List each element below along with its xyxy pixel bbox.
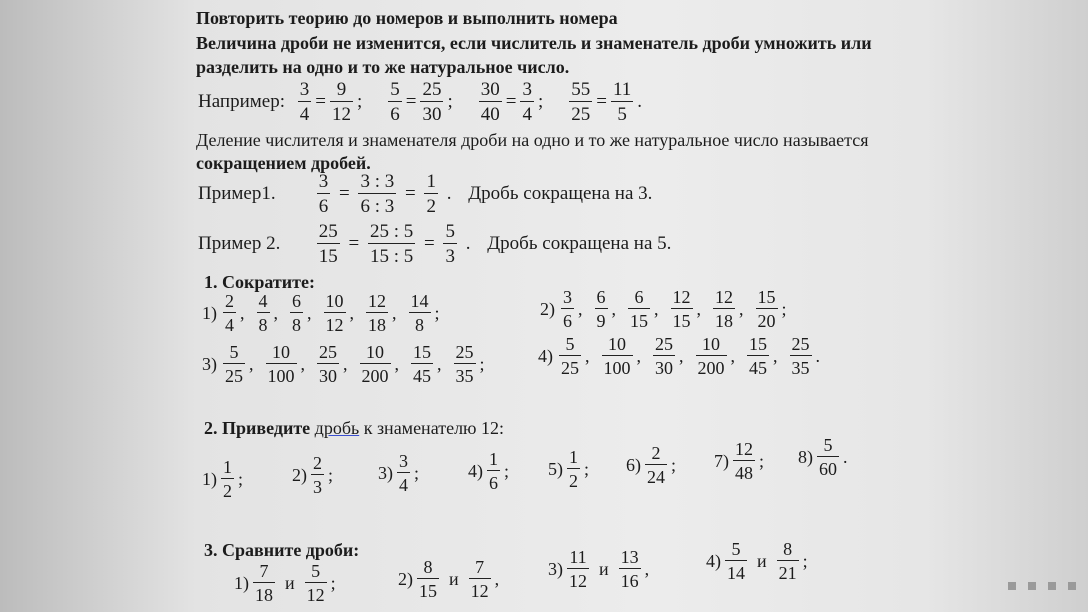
- fraction: $\frac{12}{18}$: [368, 291, 386, 335]
- fraction: $\frac{8}{15}$: [419, 557, 437, 601]
- task-3-item: 3) $\frac{11}{12}$ и $\frac{13}{16}$ ,: [548, 547, 650, 591]
- fraction: $\frac{7}{18}$: [255, 561, 273, 605]
- fraction: $\frac{5}{12}$: [306, 561, 325, 605]
- task-2-item: 5) $\frac{1}{2}$ ;: [548, 447, 590, 491]
- task-2-item: 6) $\frac{2}{24}$ ;: [626, 443, 677, 487]
- fraction: $\frac{25}{30}$: [655, 334, 673, 378]
- fraction: $\frac{10}{100}$: [267, 342, 295, 386]
- example-2-text: Дробь сокращена на 5.: [487, 233, 672, 254]
- fraction: $\frac{10}{100}$: [603, 334, 631, 378]
- fraction: $\frac{55}{25}$: [571, 79, 591, 125]
- fraction: $\frac{1}{2}$: [569, 447, 578, 491]
- task-2-item: 7) $\frac{12}{48}$ ;: [714, 439, 765, 483]
- fraction: $\frac{5}{25}$: [561, 334, 579, 378]
- fraction: $\frac{10}{200}$: [697, 334, 725, 378]
- task-2-heading: 2. Приведите дробь к знаменателю 12:: [204, 418, 505, 438]
- rule-line-1: Величина дроби не изменится, если числитель и знаменатель дроби умножить или: [196, 33, 872, 53]
- fraction: $\frac{25}{15}$: [318, 221, 338, 267]
- fraction: $\frac{5}{60}$: [819, 435, 837, 479]
- fraction: $\frac{25}{30}$: [319, 342, 337, 386]
- fraction: $\frac{3}{4}$: [399, 451, 408, 495]
- fraction: $\frac{6}{8}$: [292, 291, 301, 335]
- fraction: $\frac{12}{48}$: [735, 439, 753, 483]
- fraction: $\frac{10}{12}$: [325, 291, 344, 335]
- fraction: $\frac{11}{5}$: [612, 79, 632, 125]
- fraction: $\frac{2}{3}$: [313, 453, 322, 497]
- fraction: $\frac{3}{4}$: [299, 79, 310, 125]
- fraction: $\frac{30}{40}$: [480, 79, 500, 125]
- fraction: $\frac{1}{2}$: [426, 171, 436, 217]
- example-2-label: Пример 2.: [198, 233, 281, 254]
- example-1-text: Дробь сокращена на 3.: [468, 183, 653, 204]
- fraction: $\frac{5}{14}$: [727, 539, 745, 583]
- underlined-word: дробь: [314, 418, 360, 438]
- tray-icon: [1068, 582, 1076, 590]
- fraction: $\frac{14}{8}$: [410, 291, 429, 335]
- fraction: $\frac{3}{4}$: [522, 79, 532, 125]
- tray-icon: [1028, 582, 1036, 590]
- fraction: $\frac{6}{9}$: [596, 287, 606, 331]
- tray-icon: [1008, 582, 1016, 590]
- fraction: $\frac{9}{12}$: [331, 79, 351, 125]
- fraction: $\frac{25}{35}$: [791, 334, 810, 378]
- examples-row: [196, 80, 644, 124]
- task-3-item: 1) $\frac{7}{18}$ и $\frac{5}{12}$ ;: [234, 561, 336, 605]
- example-label: Например:: [198, 91, 285, 112]
- fraction: $\frac{3 : 3}{6 : 3}$: [360, 171, 395, 217]
- fraction: $\frac{15}{45}$: [749, 334, 767, 378]
- taskbar-tray: [998, 572, 1088, 612]
- fraction: $\frac{4}{8}$: [258, 291, 268, 335]
- definition-line-1: Деление числителя и знаменателя дроби на одно и то же натуральное число называется: [196, 130, 869, 150]
- task-1-heading: 1. Сократите:: [204, 272, 315, 292]
- task-2-item: 3) $\frac{3}{4}$ ;: [378, 451, 420, 495]
- task-1-row-1: 1) $\frac{2}{4}$ , $\frac{4}{8}$ , $\frac{6}{8}$ , $\frac{10}{12}$ , $\frac{12}{18}$ , $\frac{14}{8}$ ;: [202, 291, 440, 335]
- task-3-item: 4) $\frac{5}{14}$ и $\frac{8}{21}$ ;: [706, 539, 808, 583]
- rule-line-2: разделить на одно и то же натуральное число.: [196, 57, 570, 77]
- fraction: $\frac{8}{21}$: [778, 539, 797, 583]
- example-1: Пример1. $\frac{3}{6}$ = $\frac{3 : 3}{6 : 3}$ = $\frac{1}{2}$ . Дробь сокращена на 3.: [198, 171, 653, 217]
- fraction: $\frac{2}{4}$: [225, 291, 234, 335]
- fraction: $\frac{13}{16}$: [620, 547, 639, 591]
- example-equation: $\frac{30}{40}$ = $\frac{3}{4}$ ;: [480, 79, 544, 125]
- fraction: $\frac{7}{12}$: [470, 557, 489, 601]
- fraction: $\frac{25 : 5}{15 : 5}$: [369, 221, 414, 267]
- fraction: $\frac{5}{3}$: [445, 221, 455, 267]
- task-3-heading: 3. Сравните дроби:: [204, 540, 360, 560]
- fraction: $\frac{15}{45}$: [413, 342, 431, 386]
- fraction: $\frac{25}{35}$: [455, 342, 474, 386]
- example-equation: $\frac{55}{25}$ = $\frac{11}{5}$ .: [571, 79, 642, 125]
- task-2-item: 1) $\frac{1}{2}$ ;: [202, 457, 244, 501]
- example-1-label: Пример1.: [198, 183, 276, 204]
- example-equation: $\frac{3}{4}$ = $\frac{9}{12}$ ;: [299, 79, 363, 125]
- fraction: $\frac{2}{24}$: [647, 443, 665, 487]
- definition-line-2: сокращением дробей.: [196, 153, 371, 173]
- fraction: $\frac{3}{6}$: [563, 287, 572, 331]
- task-2-item: 2) $\frac{2}{3}$ ;: [292, 453, 334, 497]
- fraction: $\frac{11}{12}$: [569, 547, 587, 591]
- fraction: $\frac{3}{6}$: [318, 171, 329, 217]
- task-3-item: 2) $\frac{8}{15}$ и $\frac{7}{12}$ ,: [398, 557, 500, 601]
- fraction: $\frac{12}{15}$: [672, 287, 691, 331]
- task-1-row-3: 3) $\frac{5}{25}$ , $\frac{10}{100}$ , $\frac{25}{30}$ , $\frac{10}{200}$ , $\frac{15}{45}$ , $\frac{25}{35}$ ;: [202, 342, 485, 386]
- fraction: $\frac{15}{20}$: [757, 287, 776, 331]
- example-2: Пример 2. $\frac{25}{15}$ = $\frac{25 : 5}{15 : 5}$ = $\frac{5}{3}$ . Дробь сокращена на 5.: [198, 221, 672, 267]
- fraction: $\frac{12}{18}$: [715, 287, 733, 331]
- fraction: $\frac{10}{200}$: [361, 342, 389, 386]
- task-1-row-4: 4) $\frac{5}{25}$ , $\frac{10}{100}$ , $\frac{25}{30}$ , $\frac{10}{200}$ , $\frac{15}{45}$ , $\frac{25}{35}$ .: [538, 334, 820, 378]
- example-equation: $\frac{5}{6}$ = $\frac{25}{30}$ ;: [390, 79, 453, 125]
- task-2-item: 4) $\frac{1}{6}$ ;: [468, 449, 510, 493]
- fraction: $\frac{25}{30}$: [422, 79, 442, 125]
- worksheet-title: Повторить теорию до номеров и выполнить номера: [196, 8, 618, 28]
- task-1-row-2: 2) $\frac{3}{6}$ , $\frac{6}{9}$ , $\frac{6}{15}$ , $\frac{12}{15}$ , $\frac{12}{18}$ , $\frac{15}{20}$ ;: [540, 287, 787, 331]
- fraction: $\frac{5}{6}$: [390, 79, 400, 125]
- fraction: $\frac{1}{2}$: [223, 457, 232, 501]
- task-2-item: 8) $\frac{5}{60}$ .: [798, 435, 848, 479]
- fraction: $\frac{6}{15}$: [630, 287, 648, 331]
- tray-icon: [1048, 582, 1056, 590]
- fraction: $\frac{1}{6}$: [489, 449, 498, 493]
- fraction: $\frac{5}{25}$: [225, 342, 243, 386]
